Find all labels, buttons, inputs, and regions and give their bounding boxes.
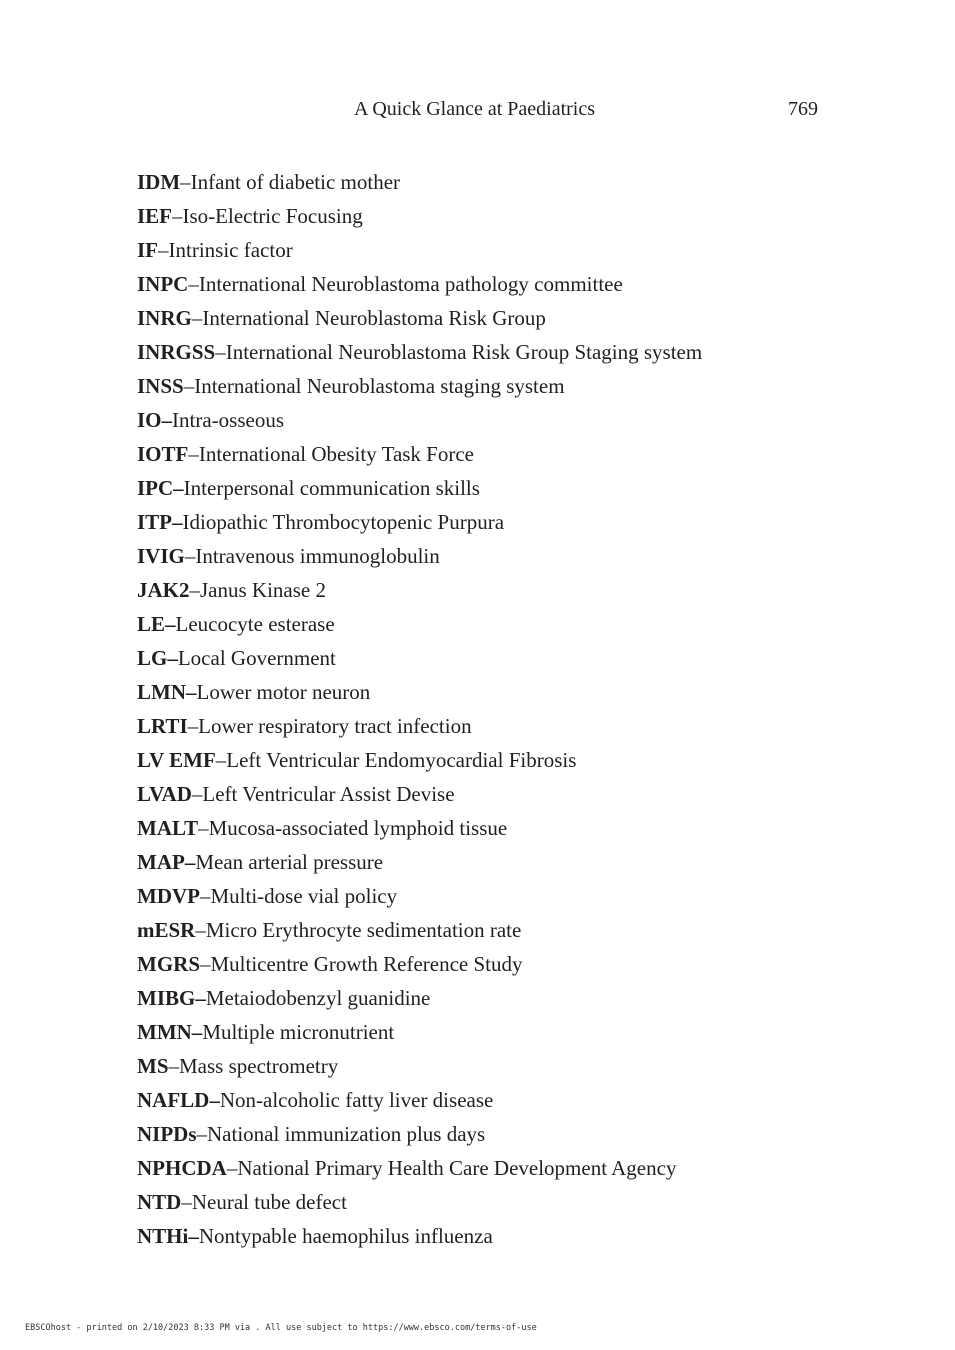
definition: Multi-dose vial policy xyxy=(210,884,398,908)
list-item xyxy=(137,879,702,913)
abbreviation: INRG xyxy=(137,306,192,330)
separator: – xyxy=(183,374,195,398)
abbreviation: IO– xyxy=(137,408,173,432)
list-item xyxy=(137,165,702,199)
abbreviation: MDVP xyxy=(137,884,200,908)
definition: Idiopathic Thrombocytopenic Purpura xyxy=(182,510,505,534)
list-item xyxy=(137,335,702,369)
separator: – xyxy=(196,1122,208,1146)
definition: Local Government xyxy=(177,646,336,670)
list-item xyxy=(137,777,702,811)
list-item xyxy=(137,1185,702,1219)
definition: Iso-Electric Focusing xyxy=(182,204,363,228)
list-item xyxy=(137,811,702,845)
definition: Infant of diabetic mother xyxy=(190,170,401,194)
list-item xyxy=(137,1049,702,1083)
definition: International Neuroblastoma pathology committee xyxy=(198,272,623,296)
separator: – xyxy=(180,170,191,194)
abbreviation: LVAD xyxy=(137,782,192,806)
definition: Intravenous immunoglobulin xyxy=(195,544,440,568)
separator: – xyxy=(199,884,211,908)
definition: National Primary Health Care Development Agency xyxy=(237,1156,677,1180)
abbreviation: IDM xyxy=(137,170,181,194)
list-item xyxy=(137,641,702,675)
abbreviation: MS xyxy=(137,1054,169,1078)
abbreviation: INPC xyxy=(137,272,189,296)
definition: International Neuroblastoma Risk Group xyxy=(202,306,546,330)
definition: Multicentre Growth Reference Study xyxy=(210,952,523,976)
abbreviation: MMN– xyxy=(137,1020,203,1044)
list-item xyxy=(137,301,702,335)
definition: Mass spectrometry xyxy=(179,1054,339,1078)
definition: National immunization plus days xyxy=(207,1122,486,1146)
list-item xyxy=(137,709,702,743)
list-item xyxy=(137,1117,702,1151)
abbreviation-list xyxy=(137,165,702,1253)
abbreviation: MGRS xyxy=(137,952,200,976)
separator: – xyxy=(215,748,227,772)
definition: Intrinsic factor xyxy=(168,238,293,262)
definition: Non-alcoholic fatty liver disease xyxy=(219,1088,494,1112)
abbreviation: MALT xyxy=(137,816,199,840)
list-item xyxy=(137,1151,702,1185)
list-item xyxy=(137,403,702,437)
list-item xyxy=(137,981,702,1015)
list-item xyxy=(137,1083,702,1117)
list-item xyxy=(137,199,702,233)
definition: Neural tube defect xyxy=(191,1190,347,1214)
definition: International Neuroblastoma staging system xyxy=(194,374,565,398)
definition: Lower motor neuron xyxy=(196,680,371,704)
list-item xyxy=(137,845,702,879)
definition: Nontypable haemophilus influenza xyxy=(198,1224,493,1248)
abbreviation: IEF xyxy=(137,204,173,228)
abbreviation: JAK2 xyxy=(137,578,190,602)
list-item xyxy=(137,947,702,981)
abbreviation: mESR xyxy=(137,918,196,942)
definition: Janus Kinase 2 xyxy=(200,578,326,602)
list-item xyxy=(137,267,702,301)
abbreviation: MIBG– xyxy=(137,986,206,1010)
abbreviation: LG– xyxy=(137,646,178,670)
definition: International Neuroblastoma Risk Group Staging system xyxy=(225,340,703,364)
list-item xyxy=(137,573,702,607)
abbreviation: NAFLD– xyxy=(137,1088,220,1112)
separator: – xyxy=(168,1054,179,1078)
separator: – xyxy=(198,816,209,840)
separator: – xyxy=(188,442,199,466)
abbreviation: IVIG xyxy=(137,544,185,568)
definition: Multiple micronutrient xyxy=(202,1020,395,1044)
separator: – xyxy=(172,204,183,228)
abbreviation: INRGSS xyxy=(137,340,216,364)
separator: – xyxy=(191,306,203,330)
abbreviation: IPC– xyxy=(137,476,184,500)
definition: Interpersonal communication skills xyxy=(183,476,480,500)
abbreviation: LE– xyxy=(137,612,176,636)
abbreviation: LRTI xyxy=(137,714,188,738)
list-item xyxy=(137,505,702,539)
page-header xyxy=(0,96,955,122)
abbreviation: IOTF xyxy=(137,442,189,466)
separator: – xyxy=(215,340,226,364)
separator: – xyxy=(181,1190,192,1214)
list-item xyxy=(137,437,702,471)
definition: Intra-osseous xyxy=(172,408,284,432)
definition: Micro Erythrocyte sedimentation rate xyxy=(205,918,522,942)
definition: International Obesity Task Force xyxy=(198,442,474,466)
separator: – xyxy=(195,918,206,942)
abbreviation: ITP– xyxy=(137,510,183,534)
separator: – xyxy=(191,782,203,806)
definition: Leucocyte esterase xyxy=(175,612,335,636)
definition: Metaiodobenzyl guanidine xyxy=(205,986,431,1010)
separator: – xyxy=(200,952,211,976)
list-item xyxy=(137,1219,702,1253)
list-item xyxy=(137,233,702,267)
running-title: A Quick Glance at Paediatrics xyxy=(354,98,596,120)
list-item xyxy=(137,539,702,573)
separator: – xyxy=(189,578,200,602)
separator: – xyxy=(187,714,199,738)
abbreviation: IF xyxy=(137,238,158,262)
separator: – xyxy=(226,1156,238,1180)
abbreviation: NTHi– xyxy=(137,1224,199,1248)
definition: Lower respiratory tract infection xyxy=(198,714,472,738)
footer-notice: EBSCOhost - printed on 2/10/2023 8:33 PM via . All use subject to https://www.ebsco.com/terms-of-use xyxy=(25,1323,537,1333)
abbreviation: NPHCDA xyxy=(137,1156,227,1180)
list-item xyxy=(137,913,702,947)
separator: – xyxy=(188,272,199,296)
definition: Left Ventricular Endomyocardial Fibrosis xyxy=(226,748,577,772)
abbreviation: INSS xyxy=(137,374,184,398)
definition: Mean arterial pressure xyxy=(195,850,384,874)
list-item xyxy=(137,675,702,709)
abbreviation: LV EMF xyxy=(137,748,216,772)
definition: Mucosa-associated lymphoid tissue xyxy=(208,816,508,840)
list-item xyxy=(137,471,702,505)
separator: – xyxy=(158,238,169,262)
list-item xyxy=(137,369,702,403)
list-item xyxy=(137,607,702,641)
page-number: 769 xyxy=(788,98,818,120)
definition: Left Ventricular Assist Devise xyxy=(202,782,455,806)
abbreviation: NTD xyxy=(137,1190,182,1214)
separator: – xyxy=(184,544,196,568)
abbreviation: MAP– xyxy=(137,850,196,874)
abbreviation: LMN– xyxy=(137,680,197,704)
abbreviation: NIPDs xyxy=(137,1122,197,1146)
list-item xyxy=(137,1015,702,1049)
list-item xyxy=(137,743,702,777)
